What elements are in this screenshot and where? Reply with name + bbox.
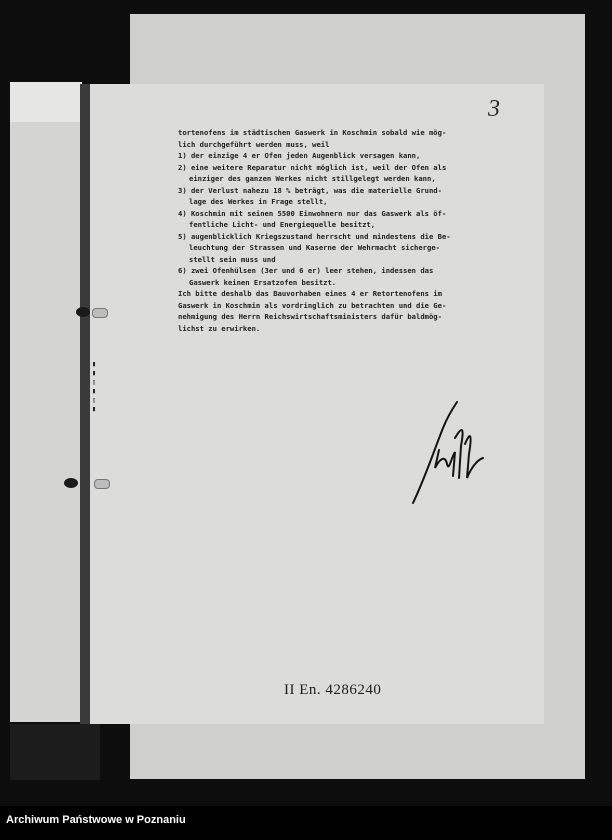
body-line: 6) zwei Ofenhülsen (3er und 6 er) leer stehen, indessen das [178, 266, 434, 275]
binder-hole-top [76, 307, 90, 317]
body-line: lichst zu erwirken. [178, 323, 261, 333]
body-line: 5) augenblicklich Kriegszustand herrscht und mindestens die Be- [178, 231, 451, 241]
archive-reference-number: II En. 4286240 [284, 682, 382, 698]
body-line: 1) der einzige 4 er Ofen jeden Augenblick versagen kann, [178, 151, 421, 160]
body-line: nehmigung des Herrn Reichswirtschaftsministers dafür baldmög- [178, 312, 442, 321]
body-line: lage des Werkes in Frage stellt, [189, 197, 328, 206]
body-line: tortenofens im städtischen Gaswerk in Koschmin sobald wie mög- [178, 128, 447, 137]
body-line: einziger des ganzen Werkes nicht stillgelegt werden kann, [189, 174, 436, 183]
body-line: 3) der Verlust nahezu 18 % beträgt, was die materielle Grund- [178, 185, 442, 195]
body-line: fentliche Licht- und Energiequelle besitzt, [189, 220, 376, 229]
archive-credit: Archiwum Państwowe w Poznaniu [6, 814, 186, 826]
body-line: Ich bitte deshalb das Bauvorhaben eines 4 er Retortenofens im [178, 289, 442, 298]
body-line: stellt sein muss und [189, 254, 276, 264]
binder-hole-bottom [64, 478, 78, 488]
document-body-text [178, 127, 543, 334]
page-fold-shadow [80, 84, 90, 724]
body-line: Gaswerk keinen Ersatzofen besitzt. [189, 277, 337, 287]
handwritten-signature [405, 398, 495, 508]
binder-clip-top [92, 308, 108, 318]
body-line: 4) Koschmin mit seinen 5500 Einwohnern nur das Gaswerk als öf- [178, 208, 447, 218]
body-line: Gaswerk in Koschmin als vordringlich zu betrachten und die Ge- [178, 300, 447, 310]
left-sheet [10, 82, 82, 722]
left-sheet-top [10, 82, 82, 122]
body-line: 2) eine weitere Reparatur nicht möglich ist, weil der Ofen als [178, 162, 447, 172]
body-line: lich durchgeführt werden muss, weil [178, 139, 330, 149]
binder-clip-bottom [94, 479, 110, 489]
body-line: leuchtung der Strassen und Kaserne der Wehrmacht sicherge- [189, 243, 440, 252]
bottom-strip [10, 724, 100, 780]
page-number: 3 [488, 96, 500, 122]
side-stamp: ▮ ▮ ▯ ▮ ▯ ▮ [92, 360, 97, 413]
